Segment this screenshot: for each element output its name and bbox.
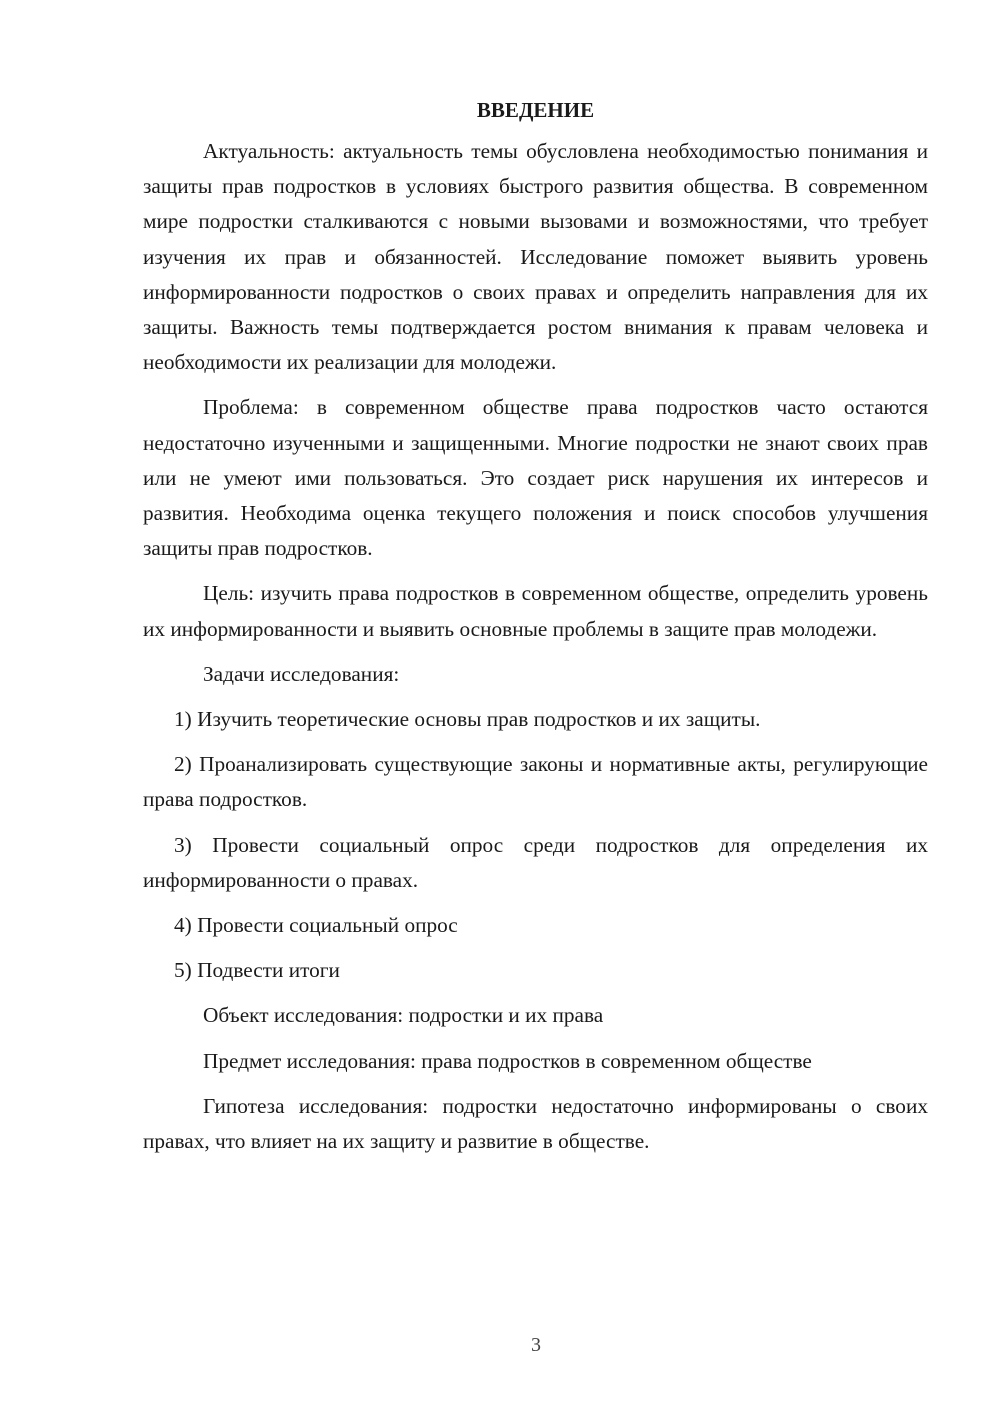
paragraph-relevance: Актуальность: актуальность темы обусловлена необходимостью понимания и защиты прав подростков в условиях быстрого развития общества. В современном мире подростки сталкиваются с новыми вызовами и возможностями, что требует изучения их прав и обязанностей. Исследование поможет выявить уровень информированности подростков о своих правах и определить направления для их защиты. Важность темы подтверждается ростом внимания к правам человека и необходимости их реализации для молодежи.	[143, 139, 928, 375]
task-item-2: 2) Проанализировать существующие законы и нормативные акты, регулирующие права подростков.	[143, 752, 928, 812]
paragraph-subject: Предмет исследования: права подростков в современном обществе	[203, 1048, 812, 1073]
task-item-3: 3) Провести социальный опрос среди подростков для определения их информированности о правах.	[143, 832, 928, 892]
tasks-heading: Задачи исследования:	[203, 661, 400, 686]
task-item-5: 5) Подвести итоги	[174, 958, 340, 983]
paragraph-hypothesis: Гипотеза исследования: подростки недостаточно информированы о своих правах, что влияет на их защиту и развитие в обществе.	[143, 1093, 928, 1154]
paragraph-goal: Цель: изучить права подростков в современном обществе, определить уровень их информированности и выявить основные проблемы в защите прав молодежи.	[143, 581, 928, 641]
page-number: 3	[531, 1334, 541, 1356]
task-item-4: 4) Провести социальный опрос	[174, 913, 458, 938]
paragraph-object: Объект исследования: подростки и их права	[203, 1003, 604, 1028]
page-title: ВВЕДЕНИЕ	[476, 98, 595, 122]
document-page	[143, 92, 928, 1159]
task-item-1: 1) Изучить теоретические основы прав подростков и их защиты.	[174, 707, 761, 732]
paragraph-problem: Проблема: в современном обществе права подростков часто остаются недостаточно изученными и защищенными. Многие подростки не знают своих прав или не умеют ими пользоваться. Это создает риск нарушения их интересов и развития. Необходима оценка текущего положения и поиск способов улучшения защиты прав подростков.	[143, 395, 928, 561]
